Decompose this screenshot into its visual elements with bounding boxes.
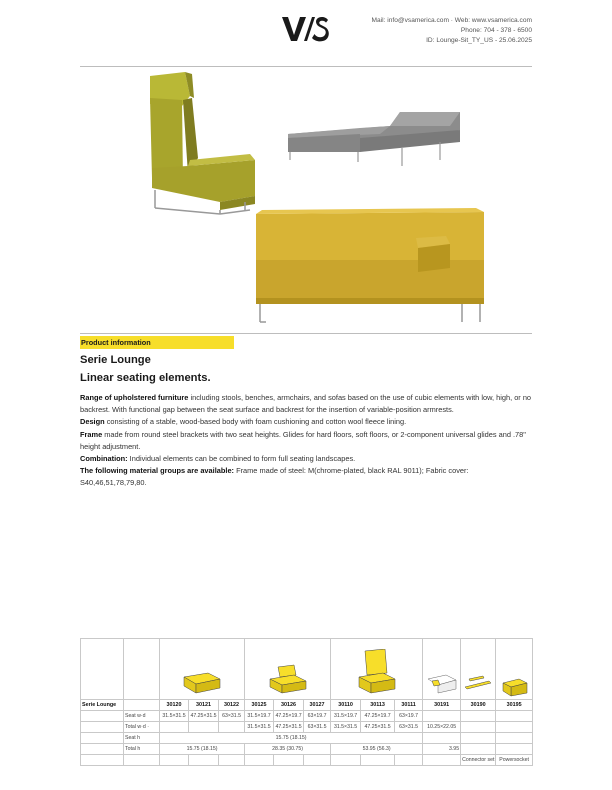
table-cell: 63×31.5 <box>395 722 423 733</box>
table-series-label: Serie Lounge <box>81 700 124 711</box>
contact-block <box>372 16 532 46</box>
powersocket-label: Powersocket <box>496 755 533 766</box>
lowback-thumb-cell <box>245 639 331 700</box>
row-label: Total h <box>124 744 160 755</box>
connector-thumb-cell <box>461 639 496 700</box>
yellow-sofa-image <box>256 208 484 322</box>
armrest-thumb-cell <box>423 639 461 700</box>
stool-thumb-cell <box>160 639 245 700</box>
code-cell: 30125 <box>245 700 274 711</box>
table-row <box>81 733 533 744</box>
table-cell: 63×19.7 <box>304 711 331 722</box>
table-cell: 47.25×31.5 <box>274 722 304 733</box>
table-cell: 31.5×31.5 <box>331 722 361 733</box>
table-code-row <box>81 700 533 711</box>
product-description <box>80 392 534 490</box>
row-label: Seat h <box>124 733 160 744</box>
table-cell: 31.5×19.7 <box>331 711 361 722</box>
table-cell <box>496 711 533 722</box>
highback-thumb-cell <box>331 639 423 700</box>
code-cell: 30120 <box>160 700 189 711</box>
powersocket-thumb-cell <box>496 639 533 700</box>
code-cell: 30127 <box>304 700 331 711</box>
code-cell: 30191 <box>423 700 461 711</box>
connector-set-label: Connector set <box>461 755 496 766</box>
table-cell: 47.25×19.7 <box>361 711 395 722</box>
table-cell <box>423 711 461 722</box>
table-cell: 31.5×19.7 <box>245 711 274 722</box>
table-cell: 47.25×31.5 <box>361 722 395 733</box>
table-row <box>81 744 533 755</box>
specification-table <box>80 638 533 766</box>
code-cell: 30122 <box>219 700 245 711</box>
row-label: Total w·d · <box>124 722 160 733</box>
grey-sofa-image <box>288 112 460 166</box>
table-image-row <box>81 639 533 700</box>
table-cell: 31.5×31.5 <box>160 711 189 722</box>
desc-materials: The following material groups are available: Frame made of steel: M(chrome-plated, black RAL 9011); Fabric cover: S40,46,51,78,79,80. <box>80 466 469 488</box>
lowback-thumb-icon <box>268 663 308 697</box>
product-photos <box>80 68 532 330</box>
product-information-tag: Product information <box>80 336 234 349</box>
connector-thumb-icon <box>463 673 493 697</box>
phone-line: Phone: 704 - 378 - 6500 <box>460 27 532 34</box>
table-cell <box>189 722 219 733</box>
desc-design: Design consisting of a stable, wood-based body with foam cushioning and cotton wool fleece lining. <box>80 417 407 427</box>
contact-line: Mail: info@vsamerica.com · Web: www.vsamerica.com <box>371 17 532 24</box>
table-cell-merged: 53.95 (56.3) <box>331 744 423 755</box>
table-cell: 63×31.5 <box>219 711 245 722</box>
code-cell: 30190 <box>461 700 496 711</box>
table-cell: 10.25×22.05 <box>423 722 461 733</box>
code-cell: 30126 <box>274 700 304 711</box>
code-cell: 30113 <box>361 700 395 711</box>
table-row <box>81 722 533 733</box>
desc-range: Range of upholstered furniture including stools, benches, armchairs, and sofas based on the use of cubic elements with low, high, or no backrest. With functional gap between the seat surface and backrest for the insertion of variable-position armrests. <box>80 393 532 415</box>
powersocket-thumb-icon <box>499 673 529 697</box>
code-cell: 30195 <box>496 700 533 711</box>
highback-chair-image <box>150 72 255 214</box>
desc-combination: Combination: Individual elements can be combined to form full seating landscapes. <box>80 454 356 464</box>
series-subtitle: Linear seating elements. <box>80 372 211 384</box>
stool-thumb-icon <box>182 667 222 697</box>
table-footer-row <box>81 755 533 766</box>
table-cell-merged: 28.35 (30.75) <box>245 744 331 755</box>
table-cell: 47.25×19.7 <box>274 711 304 722</box>
vs-logo <box>282 14 330 44</box>
document-id: ID: Lounge-Sit_TY_US - 25.06.2025 <box>426 37 532 44</box>
table-cell <box>461 722 496 733</box>
table-cell <box>219 722 245 733</box>
table-cell <box>496 722 533 733</box>
highback-thumb-icon <box>357 649 397 697</box>
table-cell: 63×19.7 <box>395 711 423 722</box>
table-row <box>81 711 533 722</box>
series-title: Serie Lounge <box>80 354 151 366</box>
code-cell: 30111 <box>395 700 423 711</box>
code-cell: 30110 <box>331 700 361 711</box>
table-cell-merged: 15.75 (18.15) <box>160 744 245 755</box>
table-cell-merged: 15.75 (18.15) <box>160 733 423 744</box>
header-divider <box>80 66 532 67</box>
desc-frame: Frame made from round steel brackets with two seat heights. Glides for hard floors, soft floors, or 2-component universal glides and .78" height adjustment. <box>80 429 526 451</box>
table-cell <box>160 722 189 733</box>
table-cell: 3.95 <box>423 744 461 755</box>
photos-divider <box>80 333 532 334</box>
table-cell: 47.25×31.5 <box>189 711 219 722</box>
code-cell: 30121 <box>189 700 219 711</box>
row-label: Seat w·d <box>124 711 160 722</box>
table-cell <box>461 711 496 722</box>
table-cell: 63×31.5 <box>304 722 331 733</box>
table-cell: 31.5×31.5 <box>245 722 274 733</box>
armrest-thumb-icon <box>426 671 458 697</box>
